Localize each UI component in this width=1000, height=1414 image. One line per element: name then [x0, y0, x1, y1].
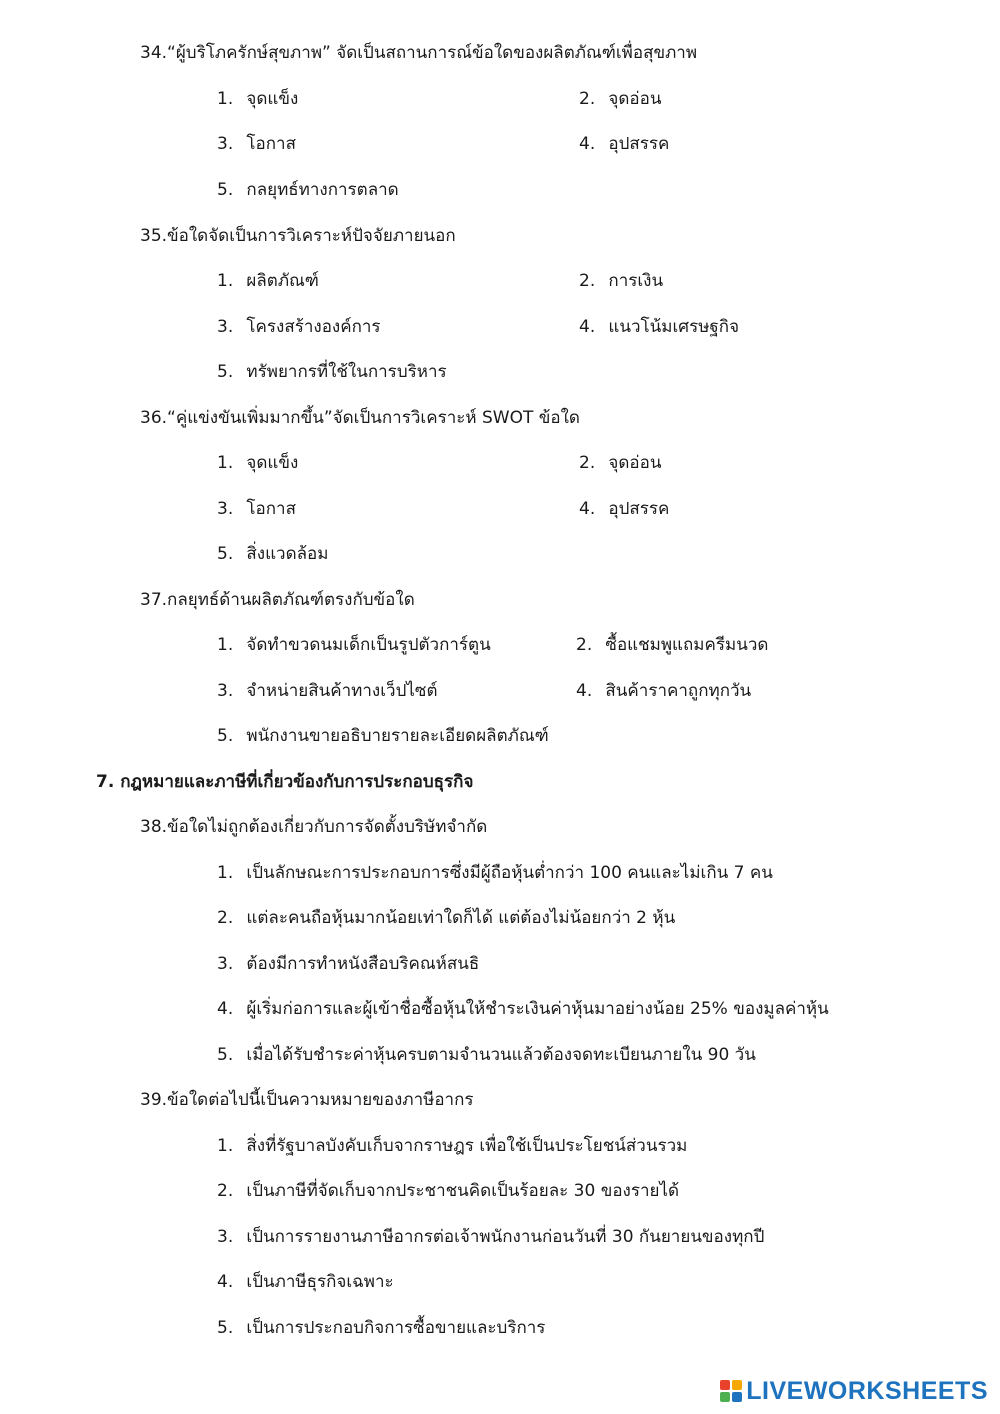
q35-option-3: 3. โครงสร้างองค์การ — [217, 317, 381, 337]
q37-option-2: 2. ซื้อแชมพูแถมครีมนวด — [576, 635, 769, 655]
question-37: 37.กลยุทธ์ด้านผลิตภัณฑ์ตรงกับข้อใด — [140, 590, 415, 610]
q37-option-3: 3. จำหน่ายสินค้าทางเว็ปไซต์ — [217, 681, 438, 701]
q35-option-2: 2. การเงิน — [579, 271, 664, 291]
question-36: 36.“คู่แข่งขันเพิ่มมากขึ้น”จัดเป็นการวิเคราะห์ SWOT ข้อใด — [140, 408, 580, 428]
question-35: 35.ข้อใดจัดเป็นการวิเคราะห์ปัจจัยภายนอก — [140, 226, 456, 246]
q37-option-5: 5. พนักงานขายอธิบายรายละเอียดผลิตภัณฑ์ — [217, 726, 549, 746]
q39-option-5: 5. เป็นการประกอบกิจการซื้อขายและบริการ — [217, 1318, 546, 1338]
q39-option-2: 2. เป็นภาษีที่จัดเก็บจากประชาชนคิดเป็นร้อยละ 30 ของรายได้ — [217, 1181, 680, 1201]
q38-option-2: 2. แต่ละคนถือหุ้นมากน้อยเท่าใดก็ได้ แต่ต้องไม่น้อยกว่า 2 หุ้น — [217, 908, 676, 928]
q36-option-1: 1. จุดแข็ง — [217, 453, 299, 473]
q38-option-3: 3. ต้องมีการทำหนังสือบริคณห์สนธิ — [217, 954, 480, 974]
section-7-heading: 7. กฎหมายและภาษีที่เกี่ยวข้องกับการประกอบธุรกิจ — [96, 772, 474, 792]
q36-option-4: 4. อุปสรรค — [579, 499, 670, 519]
q39-option-3: 3. เป็นการรายงานภาษีอากรต่อเจ้าพนักงานก่อนวันที่ 30 กันยายนของทุกปี — [217, 1227, 765, 1247]
q38-option-1: 1. เป็นลักษณะการประกอบการซึ่งมีผู้ถือหุ้นต่ำกว่า 100 คนและไม่เกิน 7 คน — [217, 863, 773, 883]
q34-option-2: 2. จุดอ่อน — [579, 89, 662, 109]
logo-square-red — [720, 1380, 730, 1390]
liveworksheets-logo[interactable] — [720, 1378, 988, 1404]
q35-option-4: 4. แนวโน้มเศรษฐกิจ — [579, 317, 740, 337]
q35-option-5: 5. ทรัพยากรที่ใช้ในการบริหาร — [217, 362, 447, 382]
logo-text: LIVEWORKSHEETS — [746, 1376, 988, 1405]
q36-option-5: 5. สิ่งแวดล้อม — [217, 544, 329, 564]
q34-option-5: 5. กลยุทธ์ทางการตลาด — [217, 180, 399, 200]
q37-option-1: 1. จัดทำขวดนมเด็กเป็นรูปตัวการ์ตูน — [217, 635, 491, 655]
question-39: 39.ข้อใดต่อไปนี้เป็นความหมายของภาษีอากร — [140, 1090, 474, 1110]
q36-option-3: 3. โอกาส — [217, 499, 296, 519]
question-38: 38.ข้อใดไม่ถูกต้องเกี่ยวกับการจัดตั้งบริษัทจำกัด — [140, 817, 488, 837]
q39-option-4: 4. เป็นภาษีธุรกิจเฉพาะ — [217, 1272, 394, 1292]
logo-square-blue — [732, 1392, 742, 1402]
q34-option-1: 1. จุดแข็ง — [217, 89, 299, 109]
q39-option-1: 1. สิ่งที่รัฐบาลบังคับเก็บจากราษฎร เพื่อใช้เป็นประโยชน์ส่วนรวม — [217, 1136, 688, 1156]
q38-option-4: 4. ผู้เริ่มก่อการและผู้เข้าชื่อซื้อหุ้นให้ชำระเงินค่าหุ้นมาอย่างน้อย 25% ของมูลค่าหุ้น — [217, 999, 829, 1019]
q37-option-4: 4. สินค้าราคาถูกทุกวัน — [576, 681, 752, 701]
logo-square-orange — [732, 1380, 742, 1390]
q36-option-2: 2. จุดอ่อน — [579, 453, 662, 473]
liveworksheets-logo-icon — [720, 1380, 742, 1402]
q38-option-5: 5. เมื่อได้รับชำระค่าหุ้นครบตามจำนวนแล้วต้องจดทะเบียนภายใน 90 วัน — [217, 1045, 756, 1065]
question-34: 34.“ผู้บริโภครักษ์สุขภาพ” จัดเป็นสถานการณ์ข้อใดของผลิตภัณฑ์เพื่อสุขภาพ — [140, 43, 698, 63]
logo-square-green — [720, 1392, 730, 1402]
q34-option-3: 3. โอกาส — [217, 134, 296, 154]
q34-option-4: 4. อุปสรรค — [579, 134, 670, 154]
q35-option-1: 1. ผลิตภัณฑ์ — [217, 271, 319, 291]
